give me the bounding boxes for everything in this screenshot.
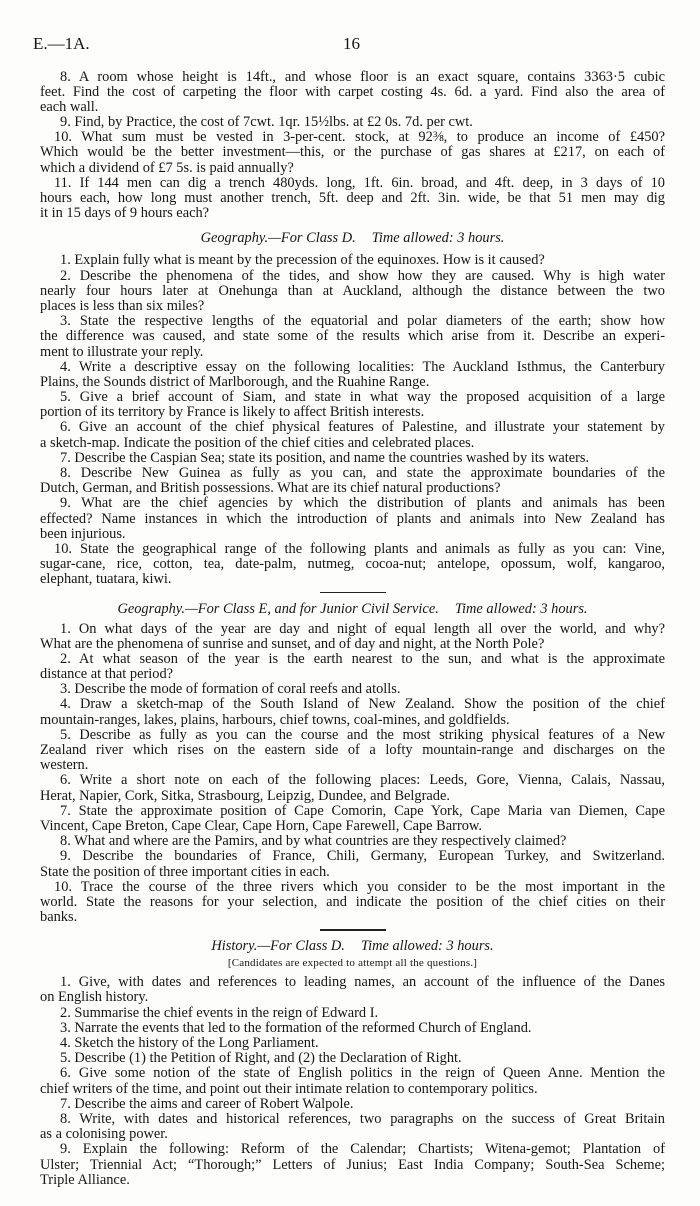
question-line: feet. Find the cost of carpeting the floor with carpet costing 4s. 6d. a yard. Find also the area of	[40, 83, 665, 100]
question-line: 8. What and where are the Pamirs, and by what countries are they respectively claimed?	[60, 833, 567, 850]
question-line: 5. Describe as fully as you can the course and the most striking physical features of a New	[60, 726, 665, 743]
question-line: each wall.	[40, 98, 99, 115]
history-class-d-section	[40, 937, 665, 1188]
question-line: What are the phenomena of sunrise and sunset, and of day and night, at the North Pole?	[40, 635, 545, 652]
question-line: 6. Give an account of the chief physical features of Palestine, and illustrate your statement by	[60, 419, 665, 436]
question-line: 2. Summarise the chief events in the reign of Edward I.	[60, 1004, 379, 1021]
question-line: 10. What sum must be vested in 3-per-cent. stock, at 92⅜, to produce an income of £450?	[54, 129, 665, 146]
question-line: Dutch, German, and British possessions. What are its chief natural productions?	[40, 480, 501, 497]
question-line: 5. Describe (1) the Petition of Right, and (2) the Declaration of Right.	[60, 1050, 462, 1067]
section-title: History.—For Class D.	[211, 938, 345, 955]
arithmetic-section	[40, 70, 665, 222]
geography-e-question-8	[40, 834, 665, 849]
history-question-5	[40, 1051, 665, 1066]
question-line: 2. Describe the phenomena of the tides, and show how they are caused. Why is high water	[60, 267, 665, 284]
question-line: places is less than six miles?	[40, 297, 205, 314]
history-question-2	[40, 1006, 665, 1021]
question-line: Triple Alliance.	[40, 1171, 130, 1188]
question-line: effected? Name instances in which the introduction of plants and animals into New Zealand has	[40, 510, 665, 527]
question-line: 9. What are the chief agencies by which the distribution of plants and animals has been	[60, 495, 665, 512]
arithmetic-question-8	[40, 70, 665, 116]
geography-d-question-10	[40, 542, 665, 588]
question-line: 8. A room whose height is 14ft., and whose floor is an exact square, contains 3363·5 cubic	[60, 68, 665, 85]
question-line: 8. Describe New Guinea as fully as you can, and state the approximate boundaries of the	[60, 465, 665, 481]
question-line: chief writers of the time, and point out their intimate relation to contemporary politics.	[40, 1080, 538, 1097]
candidates-note: [Candidates are expected to attempt all the questions.]	[227, 957, 478, 970]
question-line: 7. Describe the Caspian Sea; state its position, and name the countries washed by its waters.	[60, 449, 590, 466]
geography-e-question-1	[40, 622, 665, 652]
history-question-8	[40, 1112, 665, 1142]
question-line: 2. At what season of the year is the earth nearest to the sun, and what is the approximate	[60, 650, 665, 667]
question-line: as a colonising power.	[40, 1126, 168, 1143]
arithmetic-question-10	[40, 130, 665, 176]
question-line: 9. Describe the boundaries of France, Chili, Germany, European Turkey, and Switzerland.	[60, 848, 665, 865]
geography-d-question-1	[40, 253, 665, 268]
question-line: Zealand river which rises on the eastern side of a lofty mountain-range and discharges on the	[40, 742, 665, 758]
section-title: Geography.—For Class E, and for Junior Civil Service.	[117, 600, 439, 617]
geography-e-question-3	[40, 682, 665, 697]
question-line: 1. Give, with dates and references to leading names, an account of the influence of the Danes	[60, 974, 665, 991]
history-question-7	[40, 1097, 665, 1112]
question-line: 8. Write, with dates and historical references, two paragraphs on the success of Great Britain	[60, 1110, 665, 1127]
geography-class-d-section	[40, 229, 665, 587]
history-question-9	[40, 1142, 665, 1188]
question-line: 1. Explain fully what is meant by the precession of the equinoxes. How is it caused?	[60, 252, 545, 269]
divider-rule	[320, 929, 386, 931]
question-line: ment to illustrate your reply.	[40, 343, 204, 360]
geography-d-question-3	[40, 314, 665, 360]
question-line: Vincent, Cape Breton, Cape Clear, Cape Horn, Cape Farewell, Cape Barrow.	[40, 817, 482, 834]
section-divider	[40, 588, 665, 596]
geography-class-e-section	[40, 600, 665, 926]
question-line: 7. Describe the aims and career of Robert Walpole.	[60, 1095, 354, 1112]
question-line: 4. Write a descriptive essay on the following localities: The Auckland Isthmus, the Canterbury	[60, 358, 665, 375]
question-line: State the position of three important cities in each.	[40, 863, 330, 880]
question-line: elephant, tuatara, kiwi.	[40, 571, 172, 588]
geography-e-question-2	[40, 652, 665, 682]
question-line: 4. Draw a sketch-map of the South Island of New Zealand. Show the position of the chief	[60, 696, 665, 713]
page-content	[40, 70, 665, 1188]
document-code: E.—1A.	[33, 34, 90, 53]
question-line: mountain-ranges, lakes, plains, harbours, chief towns, coal-mines, and goldfields.	[40, 711, 510, 728]
geography-d-question-7	[40, 451, 665, 466]
question-line: Which would be the better investment—this, or the purchase of gas shares at £217, on each of	[40, 144, 665, 161]
question-line: 1. On what days of the year are day and night of equal length all over the world, and why?	[60, 620, 665, 637]
question-line: been injurious.	[40, 525, 126, 542]
section-heading	[40, 937, 665, 955]
geography-e-question-4	[40, 697, 665, 727]
question-line: 11. If 144 men can dig a trench 480yds. long, 1ft. 6in. broad, and 4ft. deep, in 3 days of 10	[54, 174, 665, 191]
geography-d-question-5	[40, 390, 665, 420]
arithmetic-question-9	[40, 115, 665, 130]
question-line: world. State the reasons for your selection, and indicate the position of the chief cities on their	[40, 893, 665, 910]
question-line: Plains, the Sounds district of Marlborough, and the Ruahine Range.	[40, 373, 430, 390]
question-line: 5. Give a brief account of Siam, and state in what way the proposed acquisition of a large	[60, 389, 665, 406]
geography-e-question-7	[40, 804, 665, 834]
history-question-6	[40, 1066, 665, 1096]
question-line: Ulster; Triennial Act; “Thorough;” Letters of Junius; East India Company; South-Sea Scheme;	[40, 1156, 665, 1173]
question-line: 9. Find, by Practice, the cost of 7cwt. 1qr. 15½lbs. at £2 0s. 7d. per cwt.	[60, 114, 473, 131]
question-line: which a dividend of £7 5s. is paid annually?	[40, 159, 294, 176]
question-line: 3. Describe the mode of formation of coral reefs and atolls.	[60, 681, 401, 698]
question-line: on English history.	[40, 989, 149, 1006]
geography-e-question-9	[40, 849, 665, 879]
geography-d-question-8	[40, 466, 665, 496]
question-line: 6. Write a short note on each of the following places: Leeds, Gore, Vienna, Calais, Nassau,	[60, 772, 665, 789]
question-line: 3. Narrate the events that led to the formation of the reformed Church of England.	[60, 1019, 532, 1036]
question-line: 3. State the respective lengths of the equatorial and polar diameters of the earth; show how	[60, 313, 665, 330]
question-line: 10. Trace the course of the three rivers which you consider to be the most important in the	[54, 878, 665, 895]
question-line: western.	[40, 757, 89, 774]
geography-e-question-10	[40, 880, 665, 926]
page-number: 16	[343, 34, 360, 53]
question-line: Herat, Napier, Cork, Sitka, Strasbourg, Leipzig, Dundee, and Belgrade.	[40, 787, 450, 804]
time-allowed: Time allowed: 3 hours.	[371, 230, 505, 247]
geography-e-question-6	[40, 773, 665, 803]
question-line: it in 15 days of 9 hours each?	[40, 205, 210, 222]
question-line: 7. State the approximate position of Cape Comorin, Cape York, Cape Maria van Diemen, Cape	[60, 802, 665, 819]
question-line: nearly four hours later at Onehunga than at Auckland, although the distance between the two	[40, 282, 665, 299]
geography-d-question-4	[40, 360, 665, 390]
question-line: 6. Give some notion of the state of English politics in the reign of Queen Anne. Mention the	[60, 1065, 665, 1082]
section-title: Geography.—For Class D.	[200, 230, 356, 247]
history-question-3	[40, 1021, 665, 1036]
geography-e-question-5	[40, 728, 665, 774]
question-line: 4. Sketch the history of the Long Parliament.	[60, 1035, 319, 1051]
history-question-4	[40, 1036, 665, 1051]
divider-rule	[320, 592, 386, 594]
question-line: banks.	[40, 909, 78, 926]
arithmetic-question-11	[40, 176, 665, 222]
question-line: a sketch-map. Indicate the position of the chief cities and celebrated places.	[40, 434, 475, 451]
section-heading	[40, 229, 665, 247]
question-line: the difference was caused, and state some of the results which arise from it. Describe an experi-	[40, 328, 665, 345]
geography-d-question-6	[40, 420, 665, 450]
geography-d-question-2	[40, 269, 665, 315]
section-heading	[40, 600, 665, 618]
geography-d-question-9	[40, 496, 665, 542]
question-line: 10. State the geographical range of the following plants and animals as fully as you can: Vine,	[54, 540, 665, 557]
time-allowed: Time allowed: 3 hours.	[454, 600, 588, 617]
question-line: sugar-cane, rice, cotton, tea, date-palm, nutmeg, cocoa-nut; antelope, opossum, wolf, kangaroo,	[40, 556, 665, 573]
question-line: hours each, how long must another trench, 5ft. deep and 2ft. 3in. wide, be that 51 men may dig	[40, 190, 665, 206]
section-divider	[40, 925, 665, 933]
time-allowed: Time allowed: 3 hours.	[360, 938, 494, 955]
question-line: 9. Explain the following: Reform of the Calendar; Chartists; Witena-gemot; Plantation of	[60, 1141, 665, 1158]
question-line: portion of its territory by France is likely to affect British interests.	[40, 404, 425, 421]
question-line: distance at that period?	[40, 666, 174, 683]
history-question-1	[40, 975, 665, 1005]
